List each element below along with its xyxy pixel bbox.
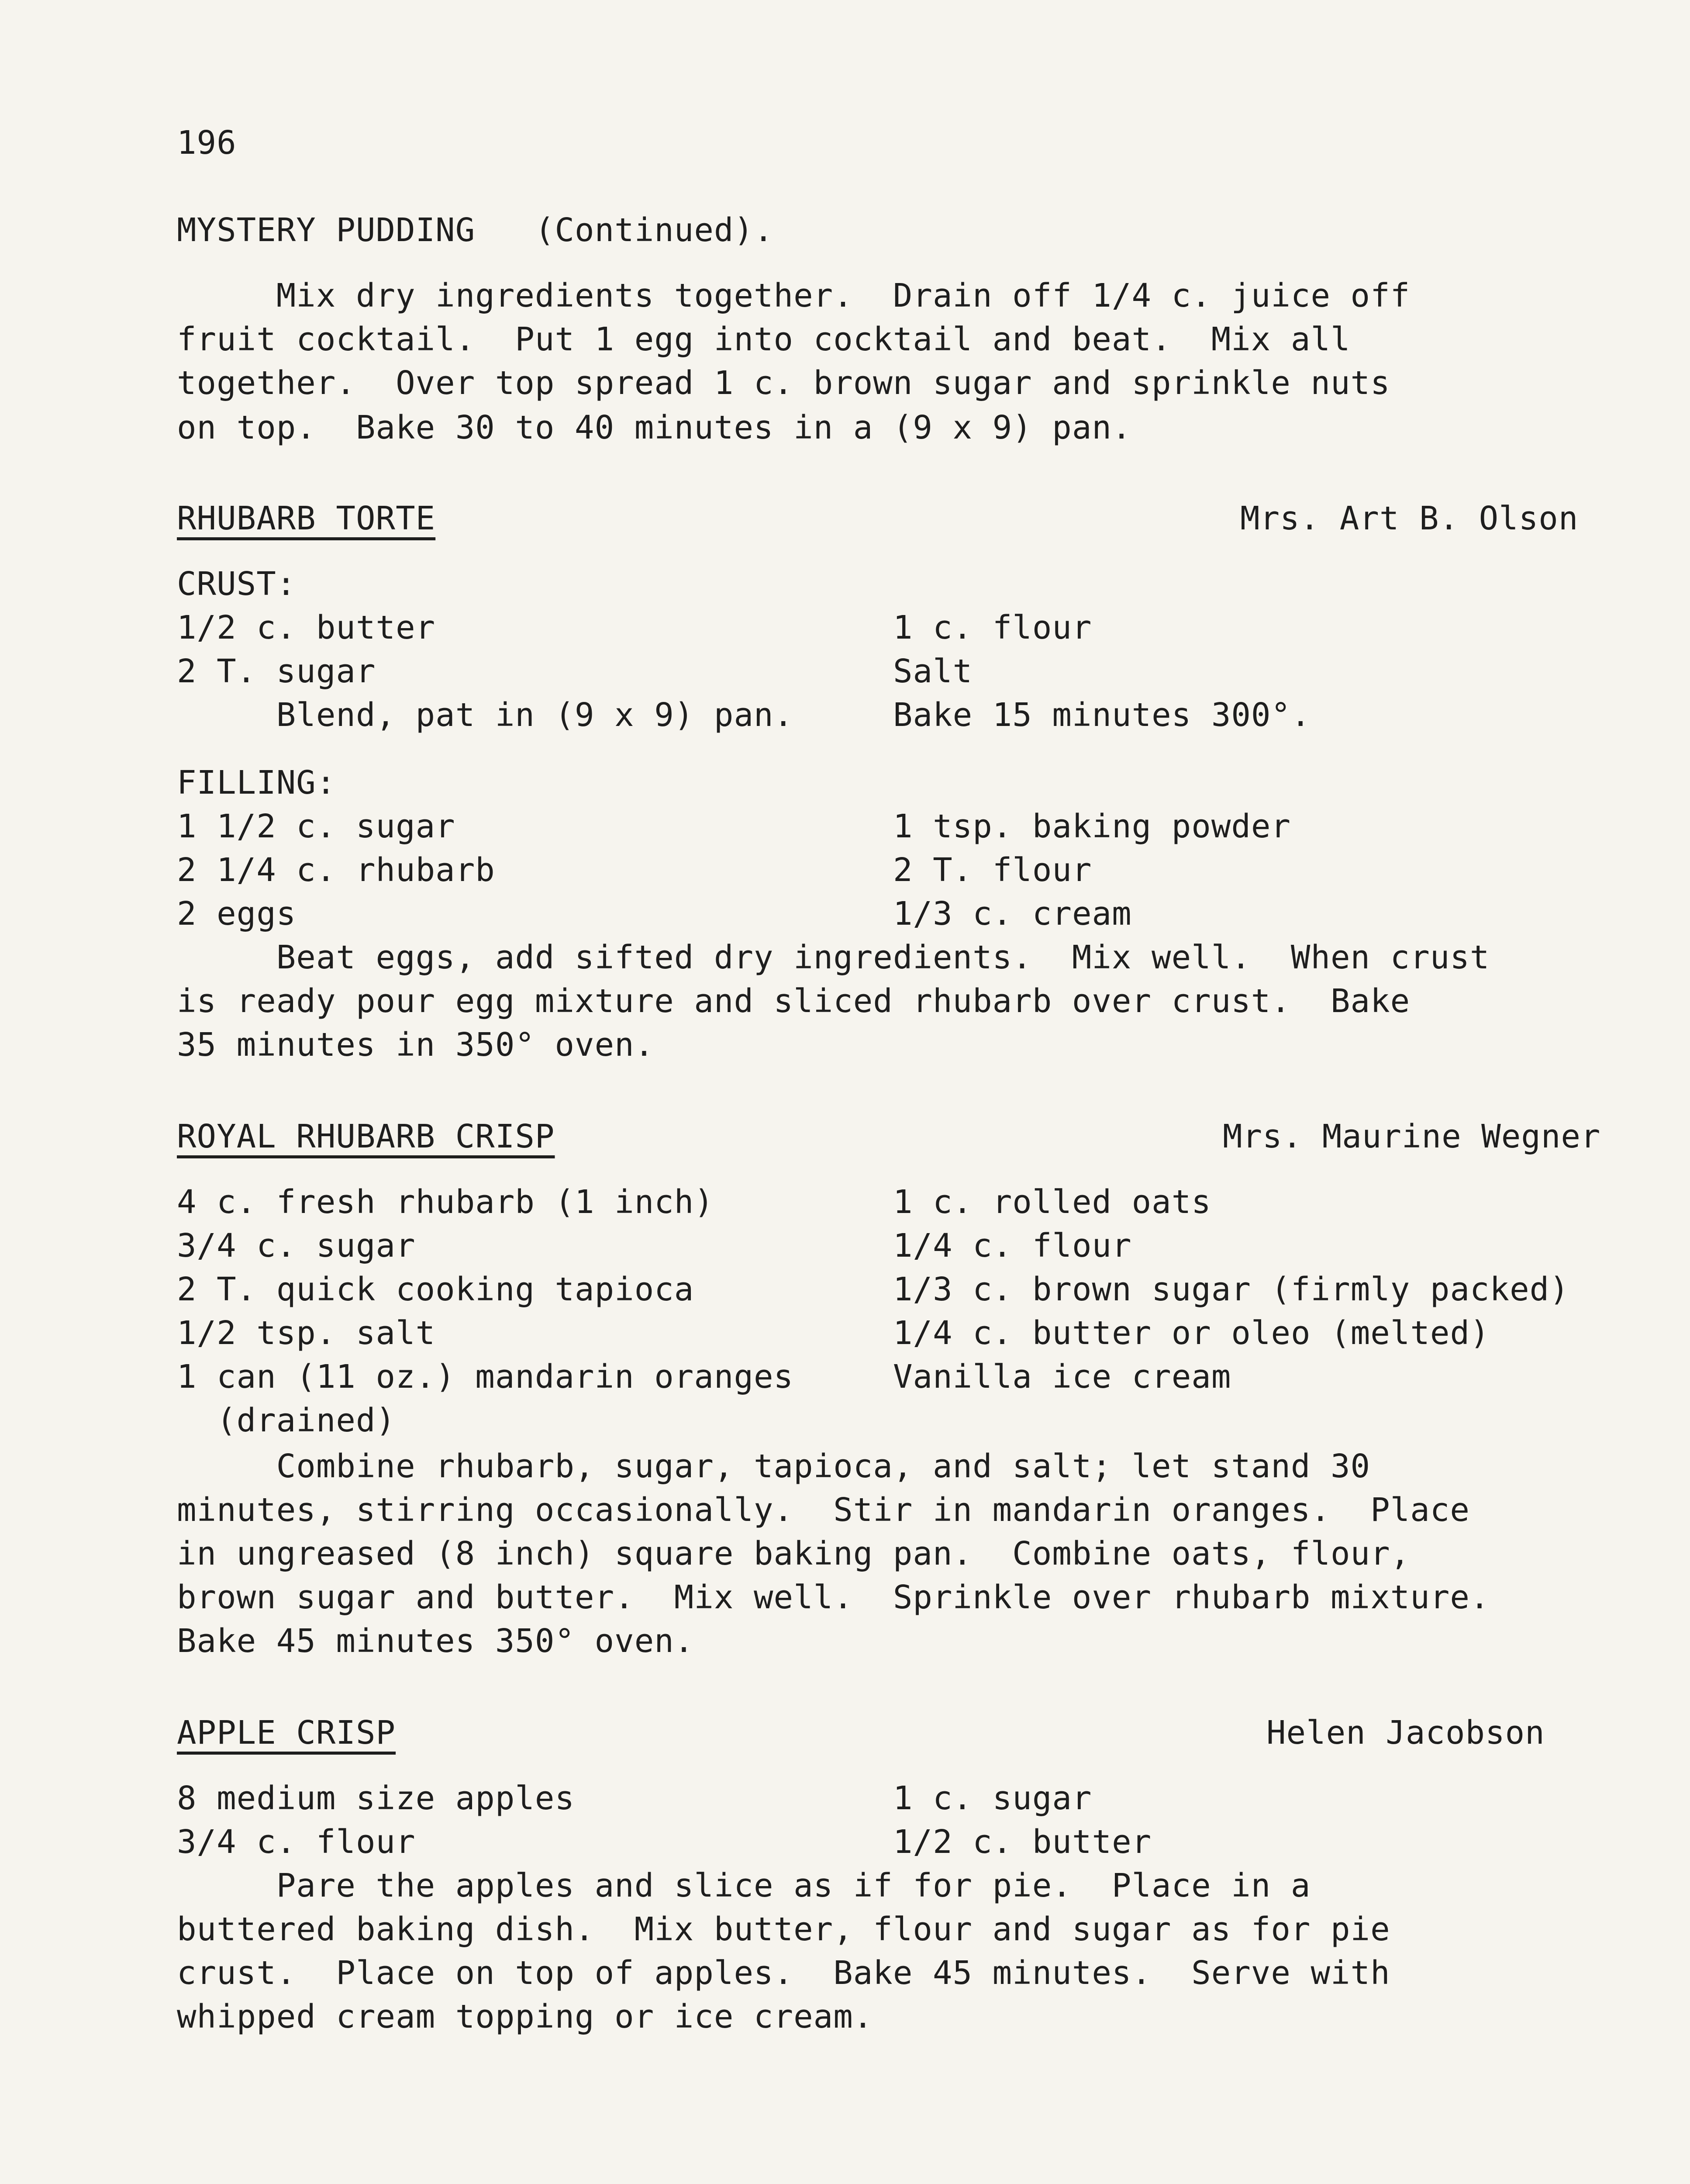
ingredient: 2 T. sugar [177,653,376,690]
ingredient: 1/2 tsp. salt [177,1314,436,1352]
ingredient: 2 eggs [177,895,297,933]
ingredient: 1/4 c. butter or oleo (melted) [893,1314,1490,1352]
ingredient: 1/2 c. butter [893,1823,1152,1861]
ingredient: 1/2 c. butter [177,609,436,646]
ingredient: 3/4 c. flour [177,1823,416,1861]
mystery-pudding-line: on top. Bake 30 to 40 minutes in a (9 x 9) pan. [177,409,1132,446]
instruction: Bake 15 minutes 300°. [893,696,1311,734]
ingredient: 1/4 c. flour [893,1227,1132,1265]
recipe-author: Mrs. Maurine Wegner [1223,1118,1601,1155]
ingredient: Vanilla ice cream [893,1358,1231,1396]
ingredient: 1 c. rolled oats [893,1183,1211,1221]
instruction-line: Bake 45 minutes 350° oven. [177,1622,694,1660]
instruction-line: 35 minutes in 350° oven. [177,1026,655,1064]
instruction-line: Beat eggs, add sifted dry ingredients. Mix well. When crust [177,939,1490,976]
mystery-pudding-heading: MYSTERY PUDDING (Continued). [177,211,774,249]
ingredient: 1/3 c. cream [893,895,1132,933]
crust-label: CRUST: [177,565,297,603]
instruction-line: brown sugar and butter. Mix well. Sprinkle over rhubarb mixture. [177,1579,1490,1616]
ingredient: 1 can (11 oz.) mandarin oranges [177,1358,794,1396]
ingredient: 4 c. fresh rhubarb (1 inch) [177,1183,714,1221]
instruction-line: crust. Place on top of apples. Bake 45 minutes. Serve with [177,1954,1390,1992]
mystery-pudding-line: together. Over top spread 1 c. brown sugar and sprinkle nuts [177,364,1390,402]
instruction-line: is ready pour egg mixture and sliced rhubarb over crust. Bake [177,982,1411,1020]
recipe-author: Mrs. Art B. Olson [1240,500,1579,537]
recipe-author: Helen Jacobson [1266,1714,1545,1752]
instruction-line: Combine rhubarb, sugar, tapioca, and salt; let stand 30 [177,1448,1371,1485]
ingredient: 2 T. quick cooking tapioca [177,1271,694,1308]
ingredient: 1 tsp. baking powder [893,808,1291,845]
ingredient: 3/4 c. sugar [177,1227,416,1265]
mystery-pudding-line: fruit cocktail. Put 1 egg into cocktail and beat. Mix all [177,321,1351,358]
mystery-pudding-line: Mix dry ingredients together. Drain off 1/4 c. juice off [177,277,1411,314]
instruction: Blend, pat in (9 x 9) pan. [177,696,794,734]
ingredient: (drained) [177,1402,396,1439]
instruction-line: minutes, stirring occasionally. Stir in mandarin oranges. Place [177,1491,1470,1529]
page-number: 196 [177,124,237,162]
instruction-line: Pare the apples and slice as if for pie. Place in a [177,1867,1311,1904]
ingredient: 1 1/2 c. sugar [177,808,455,845]
recipe-title-royal-rhubarb-crisp: ROYAL RHUBARB CRISP [177,1118,555,1155]
instruction-line: buttered baking dish. Mix butter, flour and sugar as for pie [177,1911,1390,1948]
instruction-line: whipped cream topping or ice cream. [177,1998,873,2035]
ingredient: 8 medium size apples [177,1780,575,1817]
ingredient: 2 1/4 c. rhubarb [177,851,495,889]
recipe-title-apple-crisp: APPLE CRISP [177,1714,396,1752]
ingredient: 1 c. flour [893,609,1092,646]
ingredient: 1/3 c. brown sugar (firmly packed) [893,1271,1569,1308]
instruction-line: in ungreased (8 inch) square baking pan. Combine oats, flour, [177,1535,1411,1572]
ingredient: Salt [893,653,973,690]
recipe-title-rhubarb-torte: RHUBARB TORTE [177,500,436,537]
filling-label: FILLING: [177,764,336,802]
ingredient: 2 T. flour [893,851,1092,889]
ingredient: 1 c. sugar [893,1780,1092,1817]
